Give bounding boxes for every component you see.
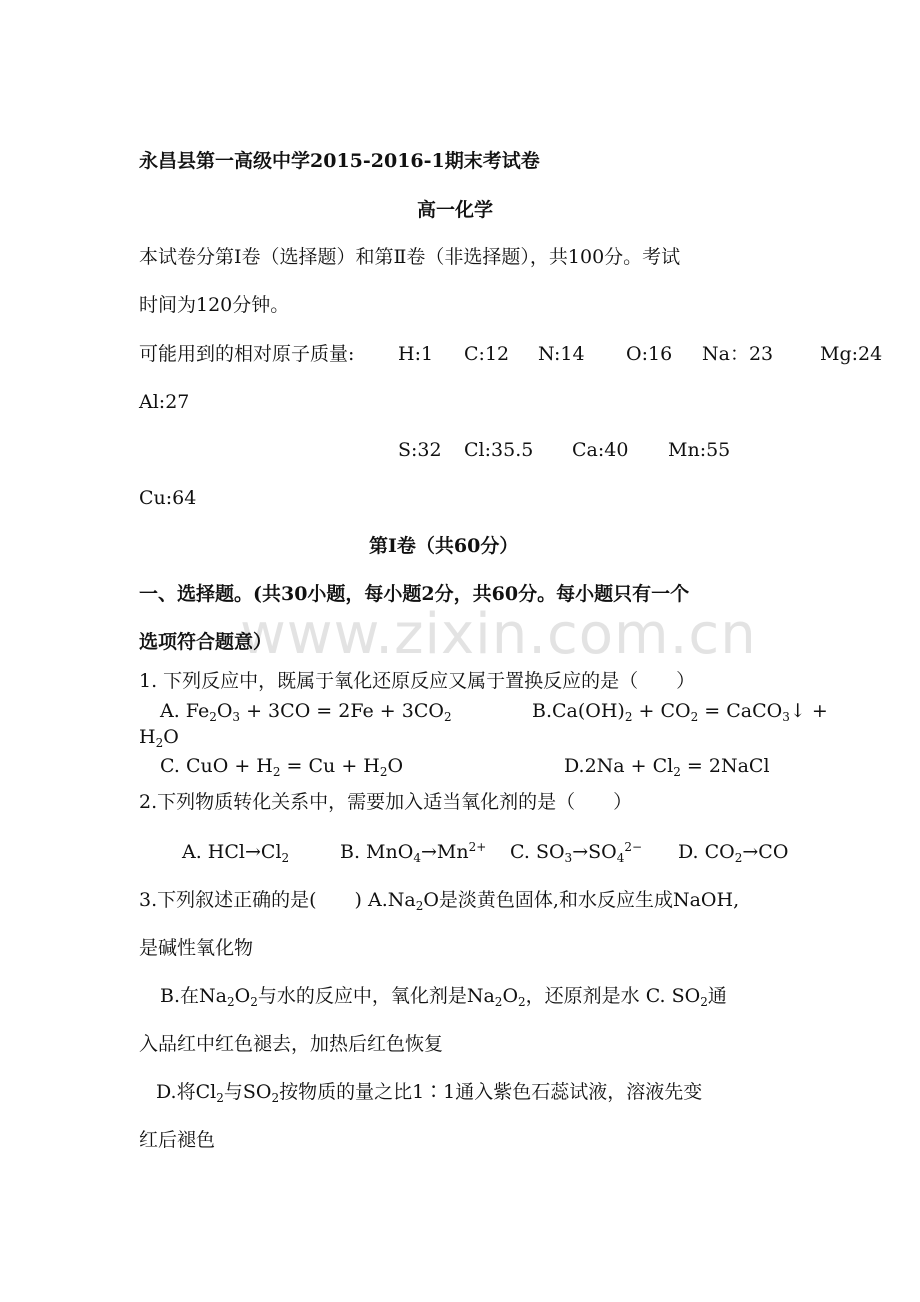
q1-option-a: A. $Fe_2O_3 + 3CO = 2Fe + 3CO_2$ <box>160 700 452 724</box>
q2-option-a: A. $HCl\to Cl_2$ <box>182 841 290 865</box>
question-3-line-2: 是碱性氧化物 <box>139 937 254 959</box>
atomic-mass-label: 可能用到的相对原子质量: <box>139 343 355 365</box>
question-3-line-4: 入品红中红色褪去，加热后红色恢复 <box>139 1033 444 1055</box>
atomic-mass-mn: Mn:55 <box>668 439 731 461</box>
question-3-line-5: D.将$Cl_2$与$SO_2$按物质的量之比1∶1通入紫色石蕊试液，溶液先变 <box>156 1081 703 1105</box>
q2-option-c: C. $SO_3\to SO_4^{2-}$ <box>510 840 643 865</box>
atomic-mass-ca: Ca:40 <box>572 439 629 461</box>
q2-option-b: B. $MnO_4\to Mn^{2+}$ <box>340 840 487 865</box>
atomic-mass-s: S:32 <box>398 439 442 461</box>
atomic-mass-h: H:1 <box>398 343 434 365</box>
atomic-mass-c: C:12 <box>464 343 510 365</box>
question-3-line-3: B.在$Na_2O_2$与水的反应中，氧化剂是$Na_2O_2$，还原剂是水 C. $SO_2$通 <box>160 985 727 1009</box>
atomic-mass-o: O:16 <box>626 343 673 365</box>
q1-option-d: $D.2Na + Cl_2$ = 2NaCl <box>564 755 770 779</box>
question-2-stem: 2.下列物质转化关系中，需要加入适当氧化剂的是（ ） <box>139 791 633 813</box>
q1-option-c: C. CuO + $H_2 = Cu + H_2O$ <box>160 755 404 779</box>
section-instructions-2: 选项符合题意） <box>139 631 273 653</box>
q2-option-d: D. $CO_2\to CO$ <box>678 841 789 865</box>
atomic-mass-al: Al:27 <box>139 391 190 413</box>
question-3-line-6: 红后褪色 <box>139 1129 216 1151</box>
watermark: www.zixin.com.cn <box>240 602 757 667</box>
section-title: 第Ⅰ卷（共60分） <box>369 535 519 557</box>
q1-option-b-wrap: $H_2O$ <box>139 726 179 750</box>
subject-title: 高一化学 <box>417 199 494 221</box>
question-1-stem: 1. 下列反应中，既属于氧化还原反应又属于置换反应的是（ ） <box>139 670 696 692</box>
question-3-line-1: 3.下列叙述正确的是( ) $A.Na_2O$是淡黄色固体,和水反应生成NaOH, <box>139 889 740 913</box>
atomic-mass-n: N:14 <box>538 343 585 365</box>
intro-line-2: 时间为120分钟。 <box>139 294 290 316</box>
atomic-mass-mg: Mg:24 <box>820 343 883 365</box>
intro-line-1: 本试卷分第Ⅰ卷（选择题）和第Ⅱ卷（非选择题），共100分。考试 <box>139 246 681 268</box>
atomic-mass-cu: Cu:64 <box>139 487 197 509</box>
atomic-mass-cl: Cl:35.5 <box>464 439 534 461</box>
school-title: 永昌县第一高级中学2015-2016-1期末考试卷 <box>139 150 540 172</box>
section-instructions-1: 一、选择题。(共30小题，每小题2分，共60分。每小题只有一个 <box>139 583 690 605</box>
atomic-mass-na: Na：23 <box>702 343 774 365</box>
q1-option-b: $B.Ca(OH)_2 + CO_2$ = CaCO$_3$↓ + <box>532 700 828 724</box>
